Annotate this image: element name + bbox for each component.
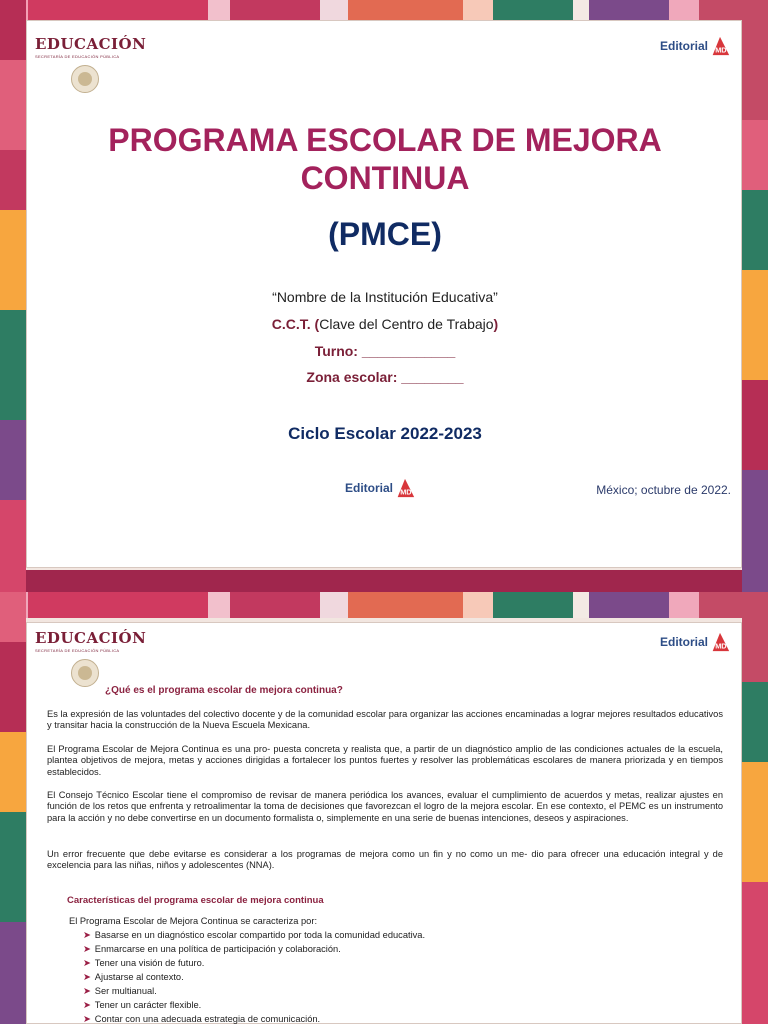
national-seal-icon xyxy=(71,65,99,93)
md-text: MD xyxy=(715,45,727,55)
list-item-text: Tener un carácter flexible. xyxy=(94,1000,202,1010)
page-title: PROGRAMA ESCOLAR DE MEJORA CONTINUA xyxy=(108,122,662,196)
decorative-stripes xyxy=(0,0,768,20)
education-sub: SECRETARÍA DE EDUCACIÓN PÚBLICA xyxy=(35,54,120,59)
list-item xyxy=(83,970,425,984)
md-text: MD xyxy=(715,641,727,651)
list-item-text: Enmarcarse en una política de participación y colaboración. xyxy=(94,944,341,954)
list-item xyxy=(83,928,425,942)
school-cycle: Ciclo Escolar 2022-2023 xyxy=(288,424,482,443)
cct-paren-close: ) xyxy=(493,316,499,332)
md-logo-icon xyxy=(709,631,731,653)
list-item-text: Contar con una adecuada estrategia de comunicación. xyxy=(94,1014,321,1024)
arrow-icon: ➤ xyxy=(83,972,91,982)
education-word: EDUCACIÓN xyxy=(35,629,147,647)
right-stripe-column xyxy=(742,0,768,592)
arrow-icon: ➤ xyxy=(83,1000,91,1010)
cct-text: Clave del Centro de Trabajo xyxy=(319,316,494,332)
arrow-icon: ➤ xyxy=(83,944,91,954)
list-item xyxy=(83,1012,425,1024)
national-seal-icon xyxy=(71,659,99,687)
arrow-icon: ➤ xyxy=(83,930,91,940)
left-stripe-column xyxy=(0,592,26,1024)
paragraph: El Consejo Técnico Escolar tiene el compromiso de revisar de manera periódica los avances, evaluar el cumplimiento de acuerdos y metas, realizar ajustes en función de los retos que enfrenta y retroalimentar la toma de decisiones que favorezcan el logro de la mejora escolar. En ese contexto, el PEMC es un instrumento para la acción y no debe convertirse en un documento formalista o, simplemente en una serie de buenas intenciones, deseos y aspiraciones. xyxy=(47,790,723,823)
paragraph: Un error frecuente que debe evitarse es considerar a los programas de mejora como un fin y no como un me- dio para ofrecer una educación integral y de excelencia para las niñas, niños y adolescentes (NNA). xyxy=(47,849,723,871)
list-item-text: Ajustarse al contexto. xyxy=(94,972,184,982)
content-card xyxy=(26,622,742,1024)
content-page xyxy=(0,592,768,1024)
education-word: EDUCACIÓN xyxy=(35,35,147,53)
characteristics-heading: Características del programa escolar de mejora continua xyxy=(67,895,324,906)
editorial-md-logo xyxy=(660,631,731,653)
arrow-icon: ➤ xyxy=(83,958,91,968)
arrow-icon: ➤ xyxy=(83,1014,91,1024)
list-item xyxy=(83,984,425,998)
right-stripe-column xyxy=(742,592,768,1024)
list-item-text: Ser multianual. xyxy=(94,986,157,996)
list-item xyxy=(83,998,425,1012)
paragraph: El Programa Escolar de Mejora Continua es una pro- puesta concreta y realista que, a partir de un diagnóstico amplio de las condiciones actuales de la escuela, plantea objetivos de mejora, metas y acciones dirigidas a fortalecer los puntos fuertes y resolver las problemáticas escolares de manera priorizada y en tiempos establecidos. xyxy=(47,744,723,777)
editorial-text: Editorial xyxy=(659,39,708,53)
education-sub: SECRETARÍA DE EDUCACIÓN PÚBLICA xyxy=(35,648,120,653)
characteristics-intro: El Programa Escolar de Mejora Continua se caracteriza por: xyxy=(69,916,318,926)
editorial-text: Editorial xyxy=(659,635,708,649)
editorial-md-logo-center xyxy=(345,477,416,499)
editorial-text: Editorial xyxy=(345,481,394,495)
list-item-text: Tener una visión de futuro. xyxy=(94,958,205,968)
editorial-md-logo xyxy=(660,35,731,57)
decorative-stripes xyxy=(0,592,768,618)
sep-logo xyxy=(35,35,146,93)
md-text: MD xyxy=(400,487,412,497)
document-date: México; octubre de 2022. xyxy=(596,483,731,497)
paragraph: Es la expresión de las voluntades del colectivo docente y de la comunidad escolar para organizar las acciones encaminadas a lograr mejores resultados educativos y transitar hacia la construcción de la Nueva Escuela Mexicana. xyxy=(47,709,723,731)
cct-paren-open: ( xyxy=(314,316,320,332)
list-item xyxy=(83,942,425,956)
cct-line xyxy=(27,316,743,332)
section-question: ¿Qué es el programa escolar de mejora continua? xyxy=(105,685,343,696)
sep-logo xyxy=(35,629,146,687)
arrow-icon: ➤ xyxy=(83,986,91,996)
left-stripe-column xyxy=(0,0,26,592)
list-item xyxy=(83,956,425,970)
md-logo-icon xyxy=(394,477,416,499)
institution-name: “Nombre de la Institución Educativa” xyxy=(272,289,498,305)
bottom-band xyxy=(26,570,742,592)
cover-card xyxy=(26,20,742,568)
characteristics-list xyxy=(83,928,425,1024)
turno-line: Turno: ____________ xyxy=(314,343,456,359)
list-item-text: Basarse en un diagnóstico escolar compartido por toda la comunidad educativa. xyxy=(94,930,426,940)
title-abbreviation: (PMCE) xyxy=(328,216,442,252)
cct-label: C.C.T. xyxy=(271,316,311,332)
zona-line: Zona escolar: ________ xyxy=(306,369,464,385)
md-logo-icon xyxy=(709,35,731,57)
